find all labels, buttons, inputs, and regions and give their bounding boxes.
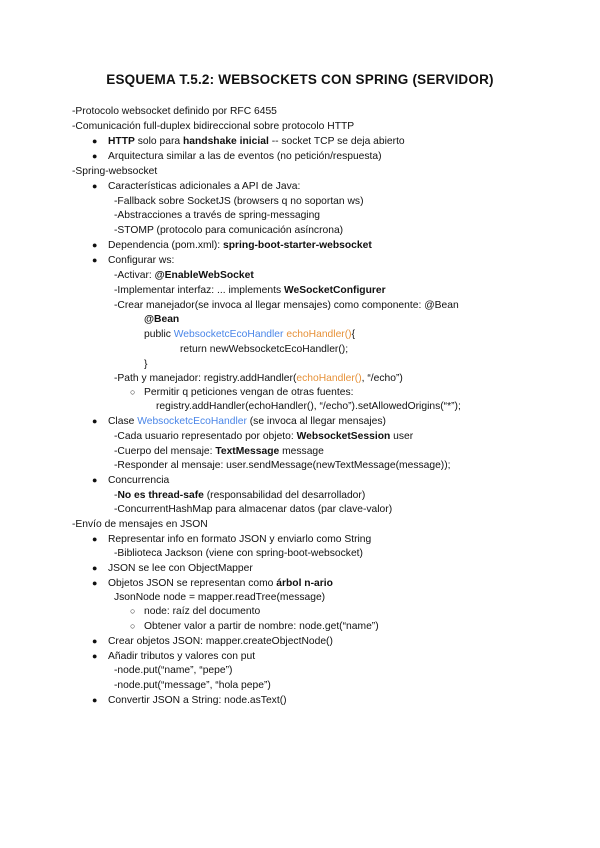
text-line: -No es thread-safe (responsabilidad del desarrollador) xyxy=(114,490,366,501)
text-line: Representar info en formato JSON y enviarlo como String xyxy=(108,534,372,545)
text-line: -Implementar interfaz: ... implements WeSocketConfigurer xyxy=(114,285,386,296)
text-line: -Comunicación full-duplex bidireccional sobre protocolo HTTP xyxy=(72,121,355,132)
document-title: ESQUEMA T.5.2: WEBSOCKETS CON SPRING (SERVIDOR) xyxy=(106,72,494,87)
bullet-filled-icon: ● xyxy=(92,255,98,265)
text-line: -Protocolo websocket definido por RFC 6455 xyxy=(72,106,277,117)
bullet-hollow-icon: ○ xyxy=(130,387,136,397)
text-line: -Fallback sobre SocketJS (browsers q no soportan ws) xyxy=(114,196,364,207)
text-line: -Activar: @EnableWebSocket xyxy=(114,270,254,281)
text-line: Añadir tributos y valores con put xyxy=(108,651,256,662)
text-line: JSON se lee con ObjectMapper xyxy=(108,563,253,574)
text-line: -Spring-websocket xyxy=(72,166,158,177)
bullet-filled-icon: ● xyxy=(92,475,98,485)
text-line: Dependencia (pom.xml): spring-boot-starter-websocket xyxy=(108,240,372,251)
text-line: -Biblioteca Jackson (viene con spring-boot-websocket) xyxy=(114,548,363,559)
code-line: @Bean xyxy=(144,314,180,325)
code-line: -node.put(“name”, “pepe”) xyxy=(114,665,233,676)
text-line: -Crear manejador(se invoca al llegar mensajes) como componente: @Bean xyxy=(114,300,459,311)
code-line: JsonNode node = mapper.readTree(message) xyxy=(114,592,326,603)
bullet-filled-icon: ● xyxy=(92,151,98,161)
bullet-hollow-icon: ○ xyxy=(130,606,136,616)
bullet-filled-icon: ● xyxy=(92,136,98,146)
text-line: -Cuerpo del mensaje: TextMessage message xyxy=(114,446,324,457)
text-line: Crear objetos JSON: mapper.createObjectNode() xyxy=(108,636,333,647)
text-line: Configurar ws: xyxy=(108,255,175,266)
bullet-filled-icon: ● xyxy=(92,534,98,544)
bullet-filled-icon: ● xyxy=(92,636,98,646)
code-line: return newWebsocketcEcoHandler(); xyxy=(180,344,349,355)
text-line: Concurrencia xyxy=(108,475,170,486)
bullet-filled-icon: ● xyxy=(92,181,98,191)
text-line: Permitir q peticiones vengan de otras fuentes: xyxy=(144,387,354,398)
bullet-hollow-icon: ○ xyxy=(130,621,136,631)
text-line: Obtener valor a partir de nombre: node.get(“name”) xyxy=(144,621,379,632)
text-line: Arquitectura similar a las de eventos (no petición/respuesta) xyxy=(108,151,382,162)
code-line: registry.addHandler(echoHandler(), “/echo”).setAllowedOrigins(“*”); xyxy=(156,401,461,412)
text-line: HTTP solo para handshake inicial -- socket TCP se deja abierto xyxy=(108,136,405,147)
bullet-filled-icon: ● xyxy=(92,563,98,573)
text-line: -Abstracciones a través de spring-messaging xyxy=(114,210,321,221)
bullet-filled-icon: ● xyxy=(92,416,98,426)
text-line: -ConcurrentHashMap para almacenar datos (par clave-valor) xyxy=(114,504,393,515)
text-line: Características adicionales a API de Java: xyxy=(108,181,301,192)
bullet-filled-icon: ● xyxy=(92,695,98,705)
text-line: Clase WebsocketcEcoHandler (se invoca al llegar mensajes) xyxy=(108,416,386,427)
code-line: } xyxy=(144,359,148,370)
code-line: public WebsocketcEcoHandler echoHandler(){ xyxy=(144,329,356,340)
text-line: -Envío de mensajes en JSON xyxy=(72,519,208,530)
bullet-filled-icon: ● xyxy=(92,240,98,250)
text-line: Objetos JSON se representan como árbol n-ario xyxy=(108,578,333,589)
text-line: -Path y manejador: registry.addHandler(echoHandler(), “/echo”) xyxy=(114,373,403,384)
code-line: -node.put(“message”, “hola pepe”) xyxy=(114,680,271,691)
text-line: -STOMP (protocolo para comunicación asíncrona) xyxy=(114,225,344,236)
text-line: Convertir JSON a String: node.asText() xyxy=(108,695,287,706)
text-line: -Responder al mensaje: user.sendMessage(newTextMessage(message)); xyxy=(114,460,451,471)
bullet-filled-icon: ● xyxy=(92,578,98,588)
text-line: node: raíz del documento xyxy=(144,606,261,617)
bullet-filled-icon: ● xyxy=(92,651,98,661)
text-line: -Cada usuario representado por objeto: WebsocketSession user xyxy=(114,431,414,442)
